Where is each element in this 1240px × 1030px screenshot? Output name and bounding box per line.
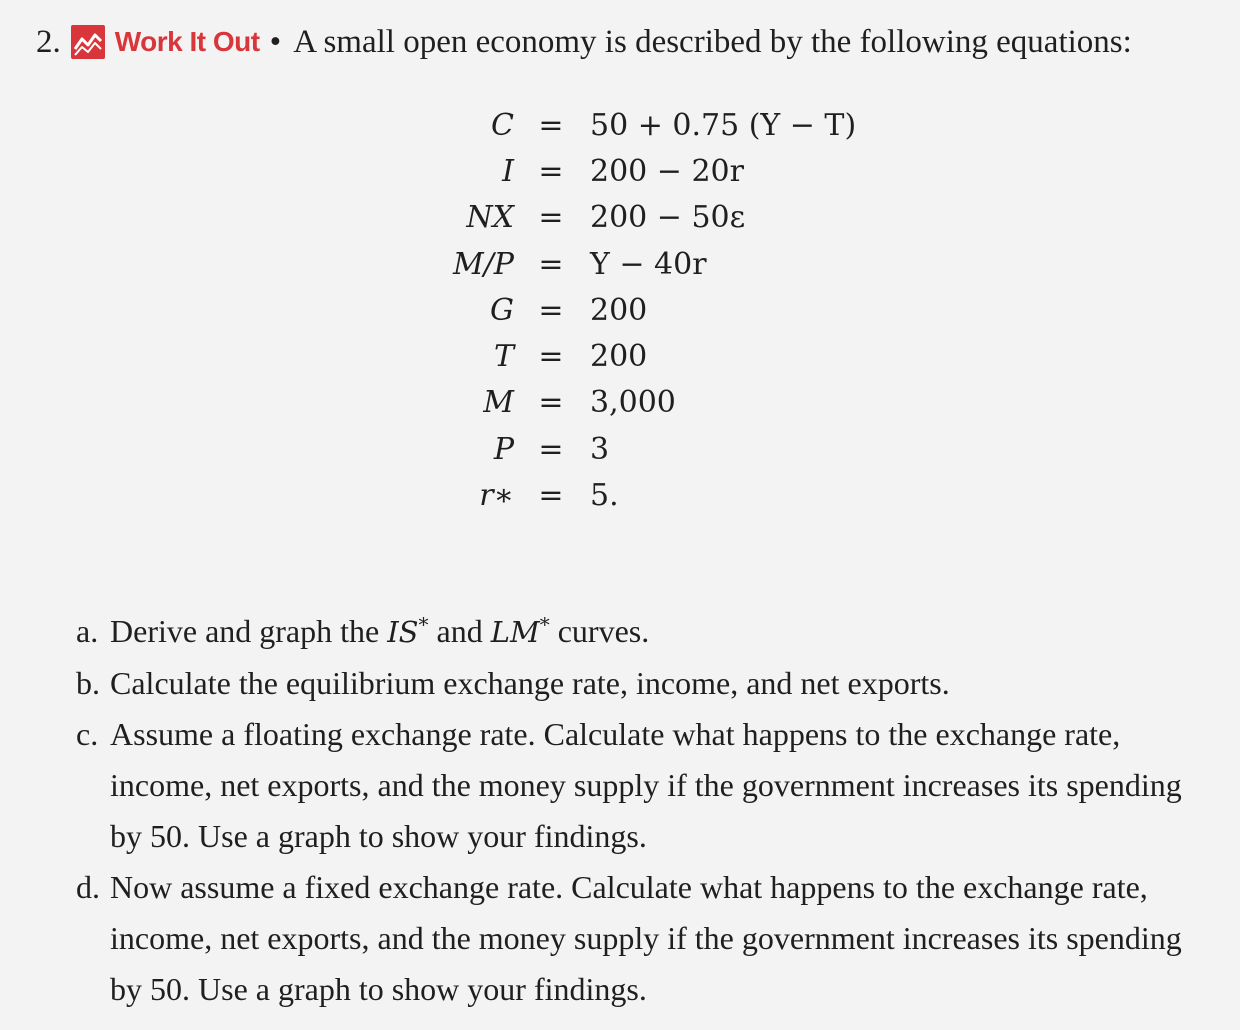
part-text: Now assume a fixed exchange rate. Calculate what happens to the exchange rate, income, net exports, and the money supply if the government increases its spending by 50. Use a graph to show your findings. xyxy=(110,869,1182,1007)
equation-lhs: M/P xyxy=(452,247,514,282)
bullet-separator: • xyxy=(269,24,282,60)
equals-sign: = xyxy=(538,200,564,235)
equals-sign: = xyxy=(538,339,564,374)
part-a-mid: and xyxy=(428,613,491,649)
problem-number: 2. xyxy=(36,24,61,60)
question-parts xyxy=(76,606,1216,1015)
work-it-out-icon xyxy=(71,25,105,59)
part-b xyxy=(76,658,1216,709)
problem-intro: A small open economy is described by the following equations: xyxy=(293,24,1132,60)
equation-row xyxy=(0,427,1240,473)
equals-sign: = xyxy=(538,108,564,143)
equation-lhs: r∗ xyxy=(479,478,514,513)
equation-lhs: P xyxy=(493,432,514,467)
equation-rhs: 3,000 xyxy=(590,385,676,420)
equation-lhs: T xyxy=(493,339,514,374)
equation-rhs: 200 − 20r xyxy=(590,154,744,189)
equation-lhs: M xyxy=(483,385,514,420)
equation-row xyxy=(0,380,1240,426)
part-letter: d. xyxy=(76,869,100,905)
equals-sign: = xyxy=(538,247,564,282)
part-text xyxy=(110,606,1216,658)
equals-sign: = xyxy=(538,478,564,513)
equation-row xyxy=(0,288,1240,334)
equation-row xyxy=(0,195,1240,241)
equation-lhs: I xyxy=(502,154,514,189)
equation-row xyxy=(0,473,1240,519)
part-text: Assume a floating exchange rate. Calculate what happens to the exchange rate, income, net exports, and the money supply if the government increases its spending by 50. Use a graph to show your findings. xyxy=(110,716,1182,854)
equation-lhs: G xyxy=(490,293,514,328)
equation-rhs: 200 xyxy=(590,293,648,328)
part-a-pre: Derive and graph the xyxy=(110,613,388,649)
equals-sign: = xyxy=(538,154,564,189)
lm-star-symbol: LM* xyxy=(490,612,550,649)
work-it-out-label: Work It Out xyxy=(114,26,260,57)
part-text: Calculate the equilibrium exchange rate, income, and net exports. xyxy=(110,665,950,701)
equation-rhs: 3 xyxy=(590,432,610,467)
equation-rhs: 200 − 50ε xyxy=(590,200,746,235)
equation-row xyxy=(0,334,1240,380)
part-d xyxy=(76,862,1216,1015)
equals-sign: = xyxy=(538,432,564,467)
equation-rhs: 200 xyxy=(590,339,648,374)
equation-row xyxy=(0,242,1240,288)
problem-header xyxy=(36,20,1132,64)
equation-row xyxy=(0,103,1240,149)
part-letter: b. xyxy=(76,665,100,701)
is-star-symbol: IS* xyxy=(387,612,429,649)
part-a xyxy=(76,606,1216,658)
equals-sign: = xyxy=(538,385,564,420)
equals-sign: = xyxy=(538,293,564,328)
equation-rhs: 5. xyxy=(590,478,619,513)
part-a-post: curves. xyxy=(549,613,650,649)
part-letter: c. xyxy=(76,716,99,752)
part-c xyxy=(76,709,1216,862)
equation-row xyxy=(0,149,1240,195)
equation-lhs: NX xyxy=(466,200,514,235)
equation-rhs: 50 + 0.75 (Y − T) xyxy=(590,108,857,143)
part-letter: a. xyxy=(76,613,99,649)
equation-rhs: Y − 40r xyxy=(590,247,707,282)
equation-lhs: C xyxy=(491,108,514,143)
